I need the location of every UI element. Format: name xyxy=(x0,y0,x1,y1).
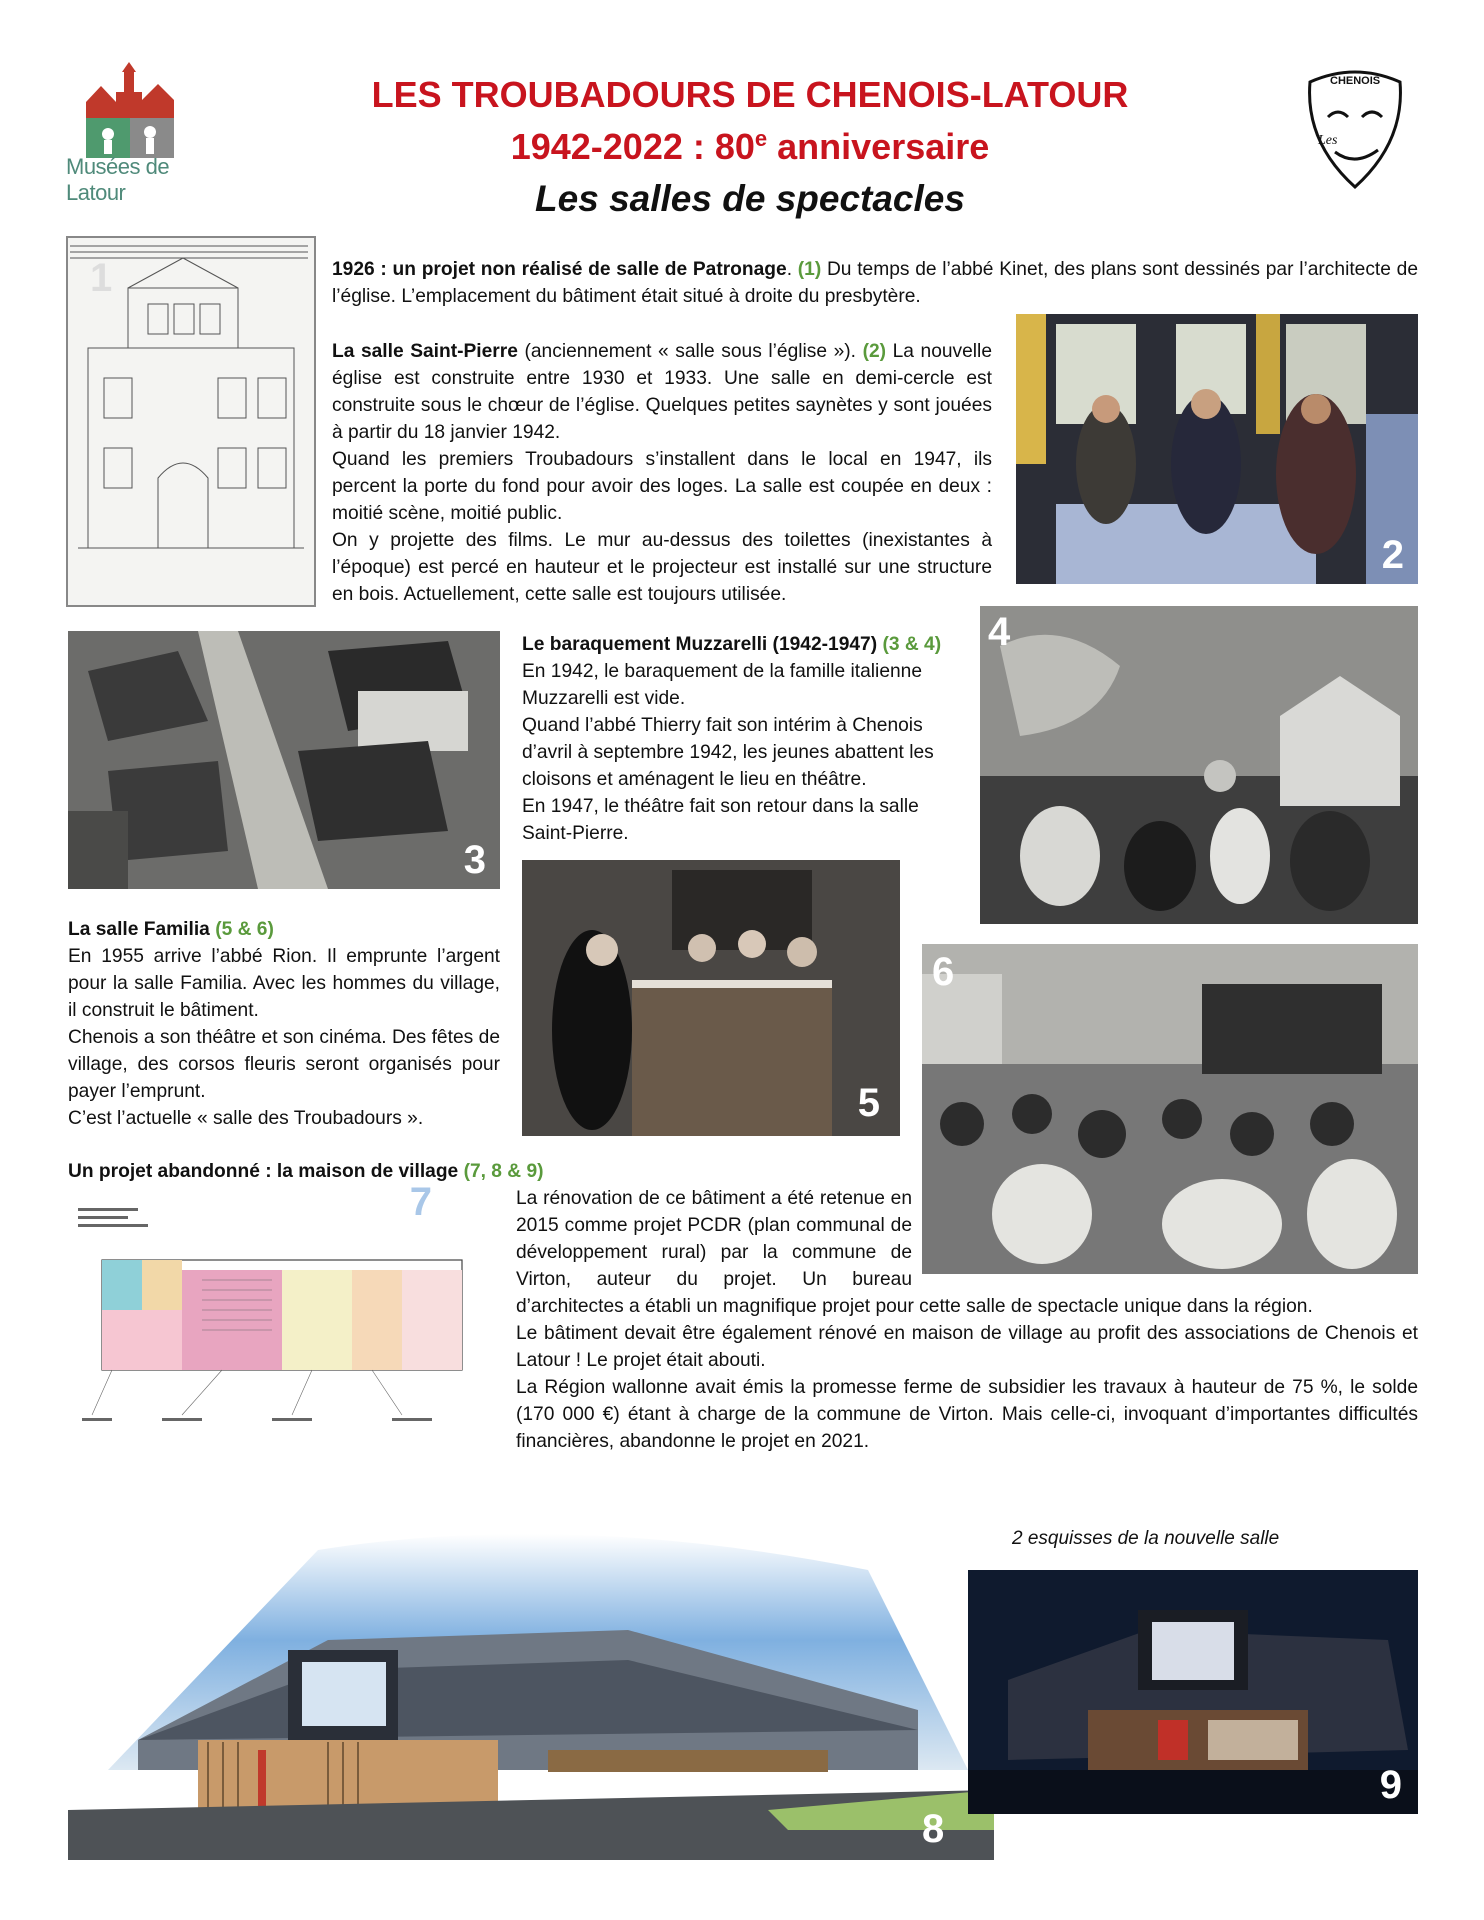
troubadours-mask-logo xyxy=(1300,62,1410,192)
logo-text: Musées de Latour xyxy=(66,154,170,205)
section4-body-2: Chenois a son théâtre et son cinéma. Des fêtes de village, des corsos fleuris seront organisés pour payer l’emprunt. xyxy=(68,1027,500,1102)
photo-number-8: 8 xyxy=(922,1807,945,1851)
photo-4-theatre-group xyxy=(980,606,1418,924)
sketches-caption: 2 esquisses de la nouvelle salle xyxy=(1012,1528,1280,1549)
section5-ref: (7, 8 & 9) xyxy=(463,1161,544,1182)
section1-ref: (1) xyxy=(797,259,822,280)
section2-ref: (2) xyxy=(862,341,887,362)
section3-body-3: En 1947, le théâtre fait son retour dans la salle Saint-Pierre. xyxy=(522,796,919,844)
section-muzzarelli xyxy=(522,631,956,847)
section4-body-1: En 1955 arrive l’abbé Rion. Il emprunte l’argent pour la salle Familia. Avec les hommes du village, il construit le bâtiment. xyxy=(68,946,500,1021)
title-line-2-part-b: anniversaire xyxy=(767,126,990,167)
theatre-mask-icon xyxy=(1300,62,1410,192)
section2-heading-rest: (anciennement « salle sous l’église »). xyxy=(517,341,863,362)
title-line-1: LES TROUBADOURS DE CHENOIS-LATOUR xyxy=(371,74,1129,115)
section1-heading: 1926 : un projet non réalisé de salle de Patronage xyxy=(332,259,787,280)
photo-1-patronage-drawing xyxy=(66,236,316,607)
photo-8-sketch-large xyxy=(68,1510,994,1860)
section5-body-2: Le bâtiment devait être également rénové en maison de village au profit des associations de Chenois et Latour ! Le projet était abouti. xyxy=(516,1323,1418,1371)
photo-number-6: 6 xyxy=(932,950,955,994)
section1-body: Du temps de l’abbé Kinet, des plans sont dessinés par l’architecte de l’église. L’emplacement du bâtiment était situé à droite du presbytère. xyxy=(332,259,1418,307)
section5-body-1 xyxy=(516,1185,1418,1320)
photo-9-sketch-night xyxy=(968,1570,1418,1814)
section2-heading: La salle Saint-Pierre xyxy=(332,341,518,362)
title-line-3: Les salles de spectacles xyxy=(535,178,965,219)
photo-number-7: 7 xyxy=(409,1180,432,1224)
musees-de-latour-logo xyxy=(66,62,216,205)
section3-body-1: En 1942, le baraquement de la famille italienne Muzzarelli est vide. xyxy=(522,661,923,709)
title-line-2-part-a: 1942-2022 : 80 xyxy=(510,126,755,167)
photo-number-4: 4 xyxy=(988,610,1011,654)
photo-2-saint-pierre-room xyxy=(1016,314,1418,584)
section2-body-3: On y projette des films. Le mur au-dessus des toilettes (inexistantes à l’époque) est percé en hauteur et le projecteur est installé sur une structure en bois. Actuellement, cette salle est toujours utilisée. xyxy=(332,530,992,605)
photo-5-bar-group xyxy=(522,860,900,1136)
section5-heading: Un projet abandonné : la maison de village xyxy=(68,1161,459,1182)
section3-heading: Le baraquement Muzzarelli (1942-1947) xyxy=(522,634,878,655)
photo-number-9: 9 xyxy=(1379,1763,1402,1807)
photo-number-2: 2 xyxy=(1381,533,1404,577)
section-maison-village-body xyxy=(516,1185,1418,1455)
section3-body-2: Quand l’abbé Thierry fait son intérim à Chenois d’avril à septembre 1942, les jeunes abattent les cloisons et aménagent le lieu en théâtre. xyxy=(522,715,934,790)
title-line-2-sup: e xyxy=(754,126,768,151)
section5-body-1-text: La rénovation de ce bâtiment a été retenue en 2015 comme projet PCDR (plan communal de développement rural) par la commune de Virton, auteur du projet. Un bureau d’architectes a établi un magnifique projet pour cette salle de spectacle unique dans la région. xyxy=(516,1188,1313,1317)
section4-heading: La salle Familia xyxy=(68,919,210,940)
photo-number-1: 1 xyxy=(90,256,113,300)
section3-ref: (3 & 4) xyxy=(882,634,942,655)
section-saint-pierre xyxy=(332,338,992,608)
section-familia xyxy=(68,916,500,1132)
section2-body-2: Quand les premiers Troubadours s’installent dans le local en 1947, ils percent la porte du fond pour avoir des loges. La salle est coupée en deux : moitié scène, moitié public. xyxy=(332,449,992,524)
floor-plan-icon xyxy=(72,1200,482,1444)
section5-body-3: La Région wallonne avait émis la promesse ferme de subsidier les travaux à hauteur de 75 %, le solde (170 000 €) étant à charge de la commune de Virton. Mais celle-ci, invoquant d’importantes difficultés financières, abandonne le projet en 2021. xyxy=(516,1377,1418,1452)
photo-7-floor-plan xyxy=(72,1180,482,1444)
title-line-2 xyxy=(300,126,1200,168)
section4-body-3: C’est l’actuelle « salle des Troubadours ». xyxy=(68,1108,424,1129)
section4-ref: (5 & 6) xyxy=(215,919,274,940)
photo-number-3: 3 xyxy=(463,838,486,882)
svg-text:CHENOIS: CHENOIS xyxy=(1330,75,1381,87)
section-maison-village-heading xyxy=(68,1158,968,1185)
section-patronage: 1926 : un projet non réalisé de salle de Patronage. (1) Du temps de l’abbé Kinet, des plans sont dessinés par l’architecte de l’église. L’emplacement du bâtiment était situé à droite du presbytère. xyxy=(332,259,1418,307)
section2-body-1: La nouvelle église est construite entre 1930 et 1933. Une salle en demi-cercle est construite sous le chœur de l’église. Quelques petites saynètes y sont jouées à partir du 18 janvier 1942. xyxy=(332,341,992,443)
svg-text:Les: Les xyxy=(1318,133,1338,148)
photo-3-aerial-village xyxy=(68,631,500,889)
photo-number-5: 5 xyxy=(857,1081,880,1125)
text-wrap-spacer xyxy=(912,1185,1418,1293)
